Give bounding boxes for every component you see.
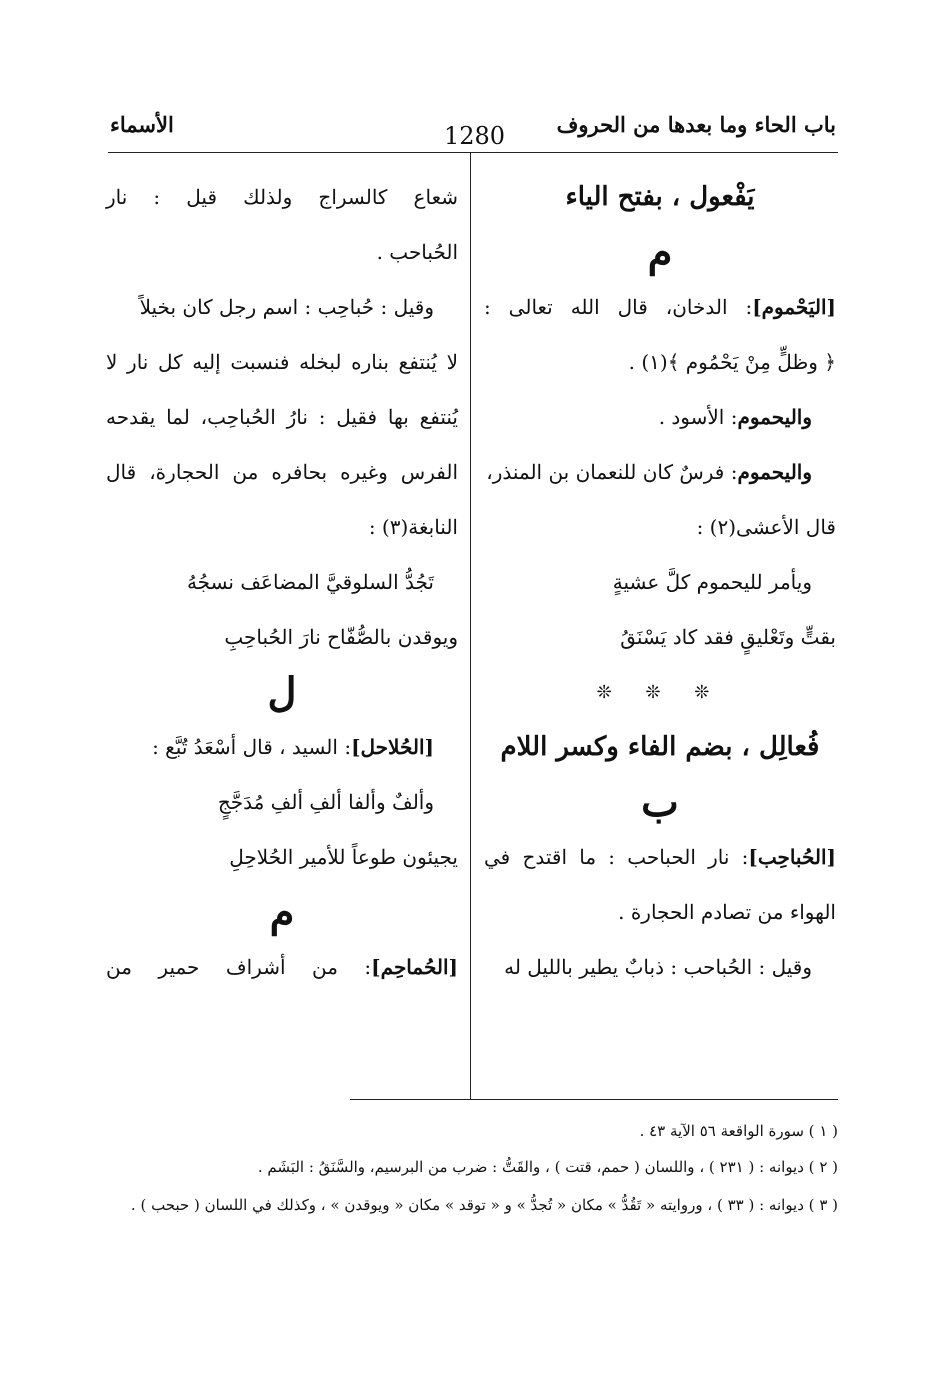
line-text: يَفْعول ، بفتح الياء [565,182,755,212]
line-text: : الأسود . [658,405,738,429]
right-column [484,170,836,995]
left-column-line [106,445,458,500]
headword: [الحُماحِم] [371,955,458,979]
left-column-line [106,720,458,775]
line-text: ويوقدن بالصُّفّاح نارَ الحُباحِبِ [224,625,458,649]
line-text: ❊ ❊ ❊ [596,682,724,703]
left-column-line [106,610,458,665]
line-text: ﴿ وظلٍّ مِنْ يَحْمُوم ﴾(١) . [628,350,836,374]
line-text: م [269,889,295,936]
right-column-line [484,335,836,390]
headword: واليحموم [737,405,812,429]
right-column-line [484,830,836,885]
line-text: تَجُدُّ السلوقيَّ المضاعَف نسجُهُ [186,570,434,594]
footnote-3: ( ٣ ) ديوانه : ( ٣٣ ) ، وروايته « تَقُدُّ » مكان « تُجدُّ » و « توقد » مكان « ويوقدن » ، وكذلك في اللسان ( حبحب ) . [130,1196,838,1214]
line-text: الهواء من تصادم الحجارة . [618,900,836,924]
headword: [الحُباحِب] [748,845,836,869]
header-rule [108,152,838,153]
line-text: يُنتفع بها فقيل : نارُ الحُباحِب، لما يقدحه [106,405,459,429]
left-column-line [106,830,458,885]
line-text: لا يُنتفع بناره لبخله فنسبت إليه كل نار لا [106,350,458,374]
left-column-line [106,170,458,225]
footnote-1: ( ١ ) سورة الواقعة ٥٦ الآية ٤٣ . [639,1122,838,1140]
left-column-line [106,665,458,720]
line-text: بقتٍّ وتَعْليقٍ فقد كاد يَسْنَقُ [620,625,836,649]
right-column-line [484,170,836,225]
left-column-line [106,940,458,995]
left-column-line [106,280,458,335]
line-text: ل [267,669,297,716]
right-column-line [484,885,836,940]
right-column-line [484,610,836,665]
headword: واليحموم [737,460,812,484]
line-text: وقيل : الحُباحب : ذبابٌ يطير بالليل له [504,955,812,979]
line-text: يجيئون طوعاً للأمير الحُلاحِلِ [229,845,458,869]
left-column-line [106,555,458,610]
right-column-line [484,225,836,280]
line-text: الفرس وغيره بحافره من الحجارة، قال [106,460,458,484]
left-column [106,170,458,995]
line-text: النابغة(٣) : [368,515,458,539]
headword: [الحُلاحل] [351,735,434,759]
line-text: فُعالِل ، بضم الفاء وكسر اللام [500,732,820,762]
right-column-line [484,390,836,445]
line-text: : الدخان، قال الله تعالى : [484,295,753,319]
column-divider [470,153,471,1099]
running-header-section: الأسماء [110,112,174,137]
line-text: وألفٌ وألفا ألفِ ألفِ مُدَجَّجٍ [217,790,434,814]
right-column-line [484,775,836,830]
line-text: : من أشراف حمير من [106,955,372,979]
line-text: ويأمر لليحموم كلَّ عشيةٍ [612,570,812,594]
line-text: ب [641,779,679,826]
line-text: : نار الحباحب : ما اقتدح في [484,845,749,869]
left-column-line [106,225,458,280]
left-column-line [106,500,458,555]
left-column-line [106,775,458,830]
line-text: م [647,229,673,276]
right-column-line [484,665,836,720]
left-column-line [106,335,458,390]
left-column-line [106,885,458,940]
right-column-line [484,280,836,335]
right-column-line [484,555,836,610]
right-column-line [484,445,836,500]
headword: [اليَحْموم] [752,295,836,319]
line-text: قال الأعشى(٢) : [696,515,836,539]
footnote-rule [350,1099,838,1100]
right-column-line [484,720,836,775]
line-text: شعاع كالسراج ولذلك قيل : نار [106,185,458,209]
running-header-chapter: باب الحاء وما بعدها من الحروف [556,112,836,137]
right-column-line [484,940,836,995]
line-text: الحُباحب . [376,240,458,264]
line-text: : السيد ، قال أسْعَدُ تُبَّع : [152,735,352,759]
left-column-line [106,390,458,445]
right-column-line [484,500,836,555]
line-text: وقيل : حُباحِب : اسم رجل كان بخيلاً [139,295,434,319]
footnote-2: ( ٢ ) ديوانه : ( ٢٣١ ) ، واللسان ( حمم، قتت ) ، والقَتُّ : ضرب من البرسيم، والسَّنَقُ : البَشَم . [257,1158,838,1176]
page-number: 1280 [444,122,506,150]
line-text: : فرسٌ كان للنعمان بن المنذر، [486,460,738,484]
